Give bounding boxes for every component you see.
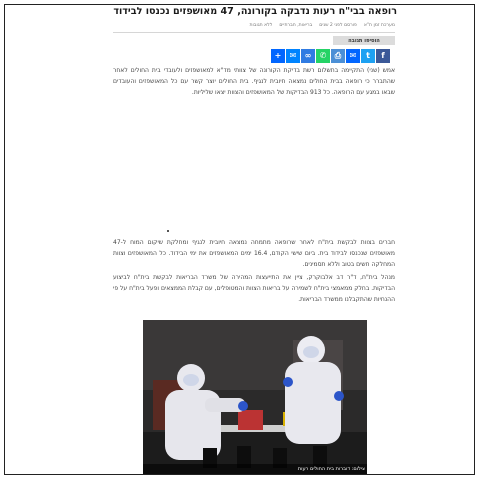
meta-date: פורסם לפני 2 שנים [319, 23, 357, 28]
article-meta [155, 23, 395, 28]
meta-author[interactable]: מערכת זמן ת"א [363, 23, 395, 28]
title-divider [113, 32, 395, 33]
print-button[interactable] [331, 49, 345, 63]
article-paragraph-2: חברים בצוות לבקשת בית"ח לאחר שרופאה מתמחה נמצאה חיובית לנגיף ומחלקת שיקום המוח ל-47 מאושפזים שנכנסו לבידוד בית. ביום שישי הקודם, 16.4 ימים המאושפזים את ימי הבידוד. כל המאושפזים וצוות המחלקה חשים בטוב וללא תסמינים. [113, 239, 395, 268]
article-paragraph-1: אמש (שני) התקיימה בתשלום רשת בדיקת הקורונה של צוותי מד"א למאושפזים ולעובדי בית החולים לאחר שהתברר כי רופאה בבית החולים נמצאה חיובית לנגיף. בית החולים יוצר קשר עם כל המאושפזים והעובדים שבאו במגע עם הרופאה. כל 913 הבדיקות של המאושפזים והצוות יצאו שליליות. [113, 67, 395, 96]
email-share-button[interactable] [346, 49, 360, 63]
facebook-share-button[interactable] [376, 49, 390, 63]
article-title: רופאה בבי"ח רעות נדבקה בקורונה, 47 מאושפזים נכנסו לבידוד [113, 6, 397, 17]
print-icon: ⎙ [334, 51, 342, 60]
meta-comments[interactable]: ללא תגובות [249, 23, 273, 28]
copy-link-button[interactable] [301, 49, 315, 63]
share-bar [271, 49, 390, 63]
photo-scene [143, 320, 367, 475]
article-paragraph-3: מנהל בית"ח, ד"ר דב אלבוקרק, ציין את התייעצות המהירה של משרד הבריאות לבקשת בית"ח לביצוע הבדיקות. בחלק ממאמצי בית"ח לשמירה על בריאות הצוות והמטופלים, עם קבלת הממצאים ופעל בית"ח על פי ההנחיות שהתקבלנו ממשרד הבריאות. [113, 274, 395, 303]
photo-caption: צילום: דוברות בית החולים רעות [143, 464, 367, 475]
add-share-icon: + [274, 51, 282, 60]
whatsapp-icon: ✆ [319, 51, 327, 60]
embedded-media-placeholder [167, 230, 169, 232]
link-icon: ∞ [304, 51, 312, 60]
article-photo [143, 320, 367, 475]
page-frame [4, 4, 475, 475]
twitter-share-button[interactable] [361, 49, 375, 63]
messenger-icon: ✉ [289, 51, 297, 60]
whatsapp-share-button[interactable] [316, 49, 330, 63]
add-share-button[interactable] [271, 49, 285, 63]
twitter-icon: t [366, 51, 370, 60]
messenger-share-button[interactable] [286, 49, 300, 63]
add-response-button[interactable]: הוסיפו תגובה [333, 36, 395, 45]
meta-category[interactable]: בריאות, חברתיים [279, 23, 313, 28]
facebook-icon: f [381, 51, 385, 60]
email-icon: ✉ [349, 51, 357, 60]
